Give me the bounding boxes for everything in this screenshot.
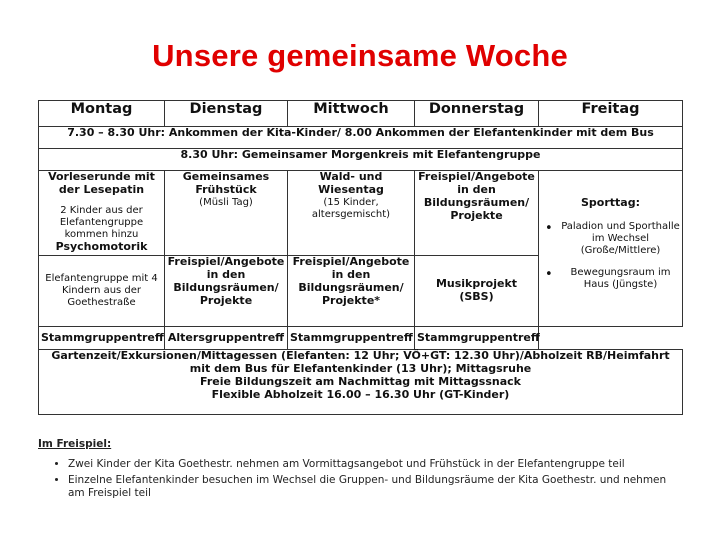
day-monday: Montag	[39, 101, 165, 127]
monday-group-cell	[39, 256, 165, 327]
thursday-group-meeting: Stammgruppentreff	[415, 327, 539, 350]
friday-sports-item-1: • Paladion und Sporthalle im Wechsel (Große/Mittlere)	[561, 221, 680, 256]
tuesday-group-meeting: Altersgruppentreff	[165, 327, 288, 350]
thursday-freeplay: Freispiel/Angebote in den Bildungsräumen/ Projekte	[418, 170, 535, 222]
tuesday-breakfast-note: (Müsli Tag)	[199, 196, 253, 208]
wednesday-forest: Wald- und Wiesentag	[318, 170, 384, 196]
friday-sports-cell	[539, 171, 683, 327]
tuesday-freeplay-cell	[165, 256, 288, 327]
tuesday-breakfast-cell	[165, 171, 288, 256]
afternoon-row	[39, 350, 683, 415]
freeplay-notes	[38, 438, 682, 503]
tuesday-freeplay: Freispiel/Angebote in den Bildungsräumen/ Projekte	[167, 255, 285, 307]
monday-group-meeting: Stammgruppentreff	[39, 327, 165, 350]
monday-reading-note: 2 Kinder aus der Elefantengruppe kommen hinzu	[59, 204, 144, 240]
thursday-music: Musikprojekt (SBS)	[435, 277, 518, 303]
notes-list	[38, 458, 682, 501]
notes-item-1: • Zwei Kinder der Kita Goethestr. nehmen am Vormittagsangebot und Frühstück in der Elefantengruppe teil	[68, 458, 682, 472]
notes-item-2: • Einzelne Elefantenkinder besuchen im Wechsel die Gruppen- und Bildungsräume der Kita Goethestr. und nehmen am Freispiel teil	[68, 474, 682, 501]
day-friday: Freitag	[539, 101, 683, 127]
monday-reading: Vorleserunde mit der Lesepatin	[48, 170, 155, 196]
wednesday-group-meeting: Stammgruppentreff	[288, 327, 415, 350]
page-title: Unsere gemeinsame Woche	[152, 38, 568, 73]
morning-circle-row: 8.30 Uhr: Gemeinsamer Morgenkreis mit Elefantengruppe	[39, 149, 683, 171]
thursday-music-cell	[415, 256, 539, 327]
monday-morning-cell	[39, 171, 165, 256]
thursday-freeplay-cell	[415, 171, 539, 256]
day-wednesday: Mittwoch	[288, 101, 415, 127]
group-meeting-row	[39, 327, 683, 350]
wednesday-forest-cell	[288, 171, 415, 256]
monday-psychomotorik: Psychomotorik	[55, 240, 148, 254]
wednesday-forest-note: (15 Kinder, altersgemischt)	[311, 196, 391, 220]
day-tuesday: Dienstag	[165, 101, 288, 127]
wednesday-freeplay: Freispiel/Angebote in den Bildungsräumen/ Projekte*	[292, 255, 410, 307]
wednesday-freeplay-cell	[288, 256, 415, 327]
friday-sports-item-2: • Bewegungsraum im Haus (Jüngste)	[561, 267, 680, 291]
afternoon-line-2: Freie Bildungszeit am Nachmittag mit Mittagssnack	[200, 374, 521, 388]
monday-group-note: Elefantengruppe mit 4 Kindern aus der Goethestraße	[45, 273, 158, 308]
arrival-row: 7.30 – 8.30 Uhr: Ankommen der Kita-Kinder/ 8.00 Ankommen der Elefantenkinder mit dem Bus	[39, 127, 683, 149]
header-row	[39, 101, 683, 127]
notes-heading: Im Freispiel:	[38, 438, 112, 450]
activities-row-1	[39, 171, 683, 256]
week-schedule-table	[38, 100, 683, 415]
tuesday-breakfast: Gemeinsames Frühstück	[182, 170, 270, 196]
afternoon-line-1: Gartenzeit/Exkursionen/Mittagessen (Elefanten: 12 Uhr; VÖ+GT: 12.30 Uhr)/Abholzeit RB/Heimfahrt mit dem Bus für Elefantenkinder (13 Uhr); Mittagsruhe	[51, 349, 670, 375]
friday-sports-title: Sporttag:	[581, 195, 640, 209]
afternoon-line-3: Flexible Abholzeit 16.00 – 16.30 Uhr (GT-Kinder)	[211, 387, 510, 401]
day-thursday: Donnerstag	[415, 101, 539, 127]
